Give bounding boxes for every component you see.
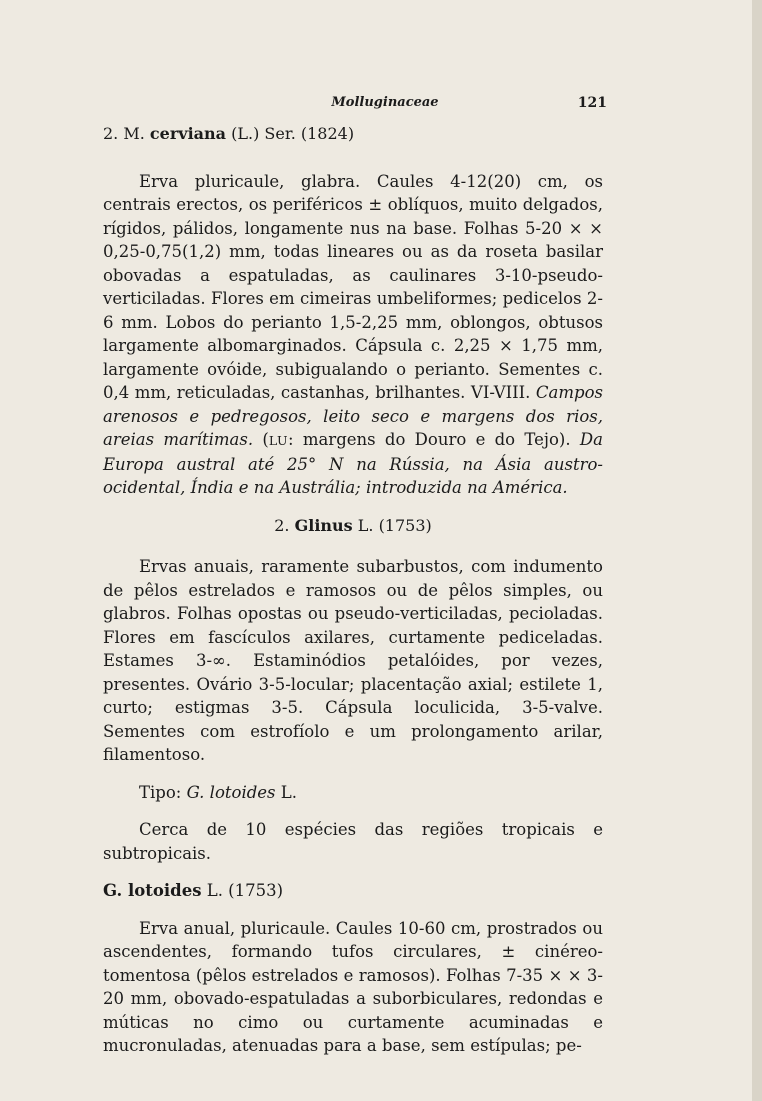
running-title: Molluginaceae bbox=[331, 95, 439, 110]
spacer bbox=[103, 767, 603, 781]
habitat-text: Campos arenosos e pedregosos, leito seco e margens dos rios, areias marítimas. bbox=[103, 383, 603, 449]
type-author: L. bbox=[280, 782, 297, 802]
description-text: Erva pluricaule, glabra. Caules 4-12(20) cm, os centrais erectos, os periféricos ± oblíquos, muito delgados, rígidos, pálidos, longamente nus na base. Folhas 5-20 × × 0,25-0,75(1,2) mm, todas lineares ou as da roseta basilar obovadas a espatuladas, as caulinares 3-10-pseudo-verticiladas. Flores em cimeiras umbeliformes; pedicelos 2-6 mm. Lobos do perianto 1,5-2,25 mm, oblongos, obtusos largamente albomarginados. Cápsula c. 2,25 × 1,75 mm, largamente ovóide, subigualando o perianto. Sementes c. 0,4 mm, reticuladas, castanhas, brilhantes. VI-VIII. bbox=[103, 171, 603, 402]
species-description: Erva pluricaule, glabra. Caules 4-12(20) cm, os centrais erectos, os periféricos ± oblíquos, muito delgados, rígidos, pálidos, longamente nus na base. Folhas 5-20 × × 0,25-0,75(1,2) mm, todas lineares ou as da roseta basilar obovadas a espatuladas, as caulinares 3-10-pseudo-verticiladas. Flores em cimeiras umbeliformes; pedicelos 2-6 mm. Lobos do perianto 1,5-2,25 mm, oblongos, obtusos largamente albomarginados. Cápsula c. 2,25 × 1,75 mm, largamente ovóide, subigualando o perianto. Sementes c. 0,4 mm, reticuladas, castanhas, brilhantes. VI-VIII. Campos arenosos e pedregosos, leito seco e margens dos rios, areias marítimas. (LU: margens do Douro e do Tejo). Da Europa austral até 25° N na Rússia, na Ásia austro-ocidental, Índia e na Austrália; introduzida na América. bbox=[103, 171, 603, 497]
species-heading-cerviana bbox=[103, 122, 603, 146]
type-species: G. lotoides bbox=[186, 782, 276, 802]
spacer bbox=[103, 903, 603, 917]
species-epithet: cerviana bbox=[149, 124, 227, 143]
species-heading-lotoides bbox=[103, 879, 603, 903]
spacer bbox=[103, 865, 603, 879]
type-line bbox=[103, 781, 603, 805]
province-abbr: LU bbox=[268, 433, 288, 448]
province-text: : margens do Douro e do Tejo). bbox=[287, 430, 571, 449]
species-count-note: Cerca de 10 espécies das regiões tropicais e subtropicais. bbox=[103, 820, 603, 863]
species-author: (L.) Ser. (1824) bbox=[231, 124, 355, 143]
distribution-text: Da Europa austral até 25° N na Rússia, na Ásia austro-ocidental, Índia e na Austrália; introduzida na América. bbox=[103, 430, 603, 497]
species-number: 2. M. bbox=[103, 124, 145, 143]
spacer bbox=[103, 804, 603, 818]
genus-author: L. (1753) bbox=[357, 515, 432, 535]
genus-description: Ervas anuais, raramente subarbustos, com indumento de pêlos estrelados e ramosos ou de pêlos simples, ou glabros. Folhas opostas ou pseudo-verticiladas, pecioladas. Flores em fascículos axilares, curtamente pediceladas. Estames 3-∞. Estaminódios petalóides, por vezes, presentes. Ovário 3-5-locular; placentação axial; estilete 1, curto; estigmas 3-5. Cápsula loculicida, 3-5-valve. Sementes com estrofíolo e um prolongamento arilar, filamentoso. bbox=[103, 557, 603, 764]
page-body bbox=[103, 122, 603, 1058]
genus-heading bbox=[103, 514, 603, 538]
page-number: 121 bbox=[577, 95, 607, 111]
type-label: Tipo: bbox=[139, 782, 182, 802]
genus-number: 2. bbox=[274, 515, 290, 535]
species2-name: G. lotoides bbox=[103, 881, 202, 900]
species2-author: L. (1753) bbox=[206, 881, 284, 900]
genus-name: Glinus bbox=[294, 515, 353, 535]
species2-description: Erva anual, pluricaule. Caules 10-60 cm, prostrados ou ascendentes, formando tufos circulares, ± cinéreo-tomentosa (pêlos estrelados e ramosos). Folhas 7-35 × × 3-20 mm, obovado-espatuladas a suborbiculares, redondas e múticas no cimo ou curtamente acuminadas e mucronuladas, atenuadas para a base, sem estípulas; pe- bbox=[103, 918, 603, 1055]
